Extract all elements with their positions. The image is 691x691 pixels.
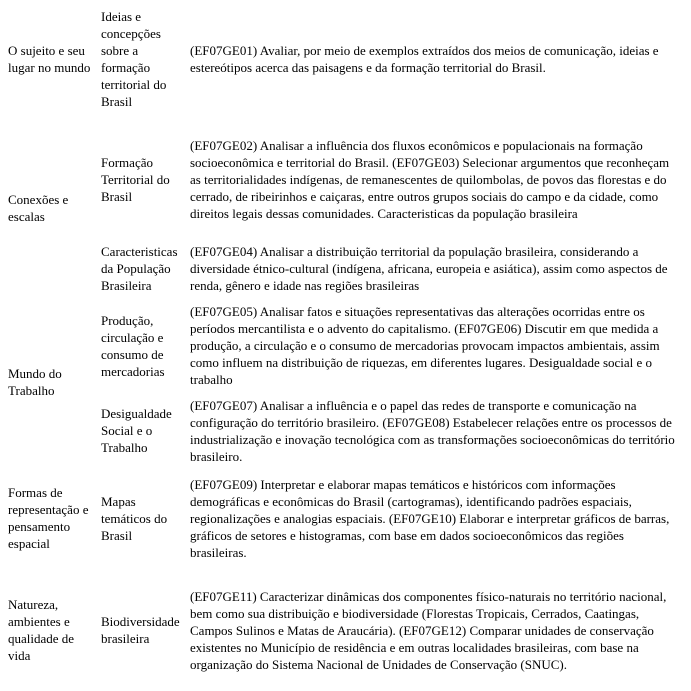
knowledge-object-cell: Biodiversidade brasileira	[101, 614, 180, 646]
knowledge-object-cell: Formação Territorial do Brasil	[101, 154, 170, 204]
table-row	[0, 240, 691, 297]
knowledge-object-cell: Mapas temáticos do Brasil	[101, 493, 168, 543]
skill-text-cell: (EF07GE11) Caracterizar dinâmicas dos componentes físico-naturais no território nacional, bem como sua distribuição e biodiversidade (Florestas Tropicais, Cerrados, Caatingas, Campos Sulinos e Matas de Araucária). (EF07GE12) Comparar unidades de conservação existentes no Município de residência e em outras localidades brasileiras, com base na organização do Sistema Nacional de Unidades de Conservação (SNUC).	[190, 588, 667, 672]
thematic-unit-cell: Mundo do Trabalho	[8, 366, 62, 398]
knowledge-object-cell: Desigualdade Social e o Trabalho	[101, 406, 172, 455]
table-row	[0, 297, 691, 394]
skill-text-cell: (EF07GE05) Analisar fatos e situações representativas das alterações ocorridas entre os períodos mercantilista e o advento do capitalismo. (EF07GE06) Discutir em que medida a produção, a circulação e o consumo de mercadorias provocam impactos ambientais, assim como influem na distribuição de riquezas, em diferentes lugares. Desigualdade social e o trabalho	[190, 304, 660, 387]
table-row	[0, 394, 691, 467]
table-row	[0, 569, 691, 691]
skill-text-cell: (EF07GE07) Analisar a influência e o papel das redes de transporte e comunicação na configuração do território brasileiro. (EF07GE08) Estabelecer relações entre os processos de industrialização e inovação tecnológica com as transformações socioeconômicas do território brasileiro.	[190, 397, 675, 464]
knowledge-object-cell: Caracteristicas da População Brasileira	[101, 244, 178, 293]
thematic-unit-cell: Formas de representação e pensamento espacial	[8, 485, 89, 551]
knowledge-object-cell: Produção, circulação e consumo de mercadorias	[101, 312, 165, 379]
table-row	[0, 467, 691, 569]
skill-text-cell: (EF07GE01) Avaliar, por meio de exemplos extraídos dos meios de comunicação, ideias e estereótipos acerca das paisagens e da formação territorial do Brasil.	[190, 43, 659, 75]
skill-text-cell: (EF07GE09) Interpretar e elaborar mapas temáticos e históricos com informações demográficas e econômicas do Brasil (cartogramas), identificando padrões espaciais, regionalizações e analogias espaciais. (EF07GE10) Elaborar e interpretar gráficos de barras, gráficos de setores e histogramas, com base em dados socioeconômicos das regiões brasileiras.	[190, 476, 670, 560]
table-row	[0, 0, 691, 118]
knowledge-object-cell: Ideias e concepções sobre a formação territorial do Brasil	[101, 9, 167, 109]
thematic-unit-cell: O sujeito e seu lugar no mundo	[8, 43, 91, 75]
table-row	[0, 118, 691, 240]
skill-text-cell: (EF07GE02) Analisar a influência dos fluxos econômicos e populacionais na formação socioeconômica e territorial do Brasil. (EF07GE03) Selecionar argumentos que reconheçam as territorialidades indígenas, de remanescentes de quilombolas, de povos das florestas e do cerrado, de ribeirinhos e caiçaras, entre outros grupos sociais do campo e da cidade, como direitos legais dessas comunidades. Caracteristicas da população brasileira	[190, 137, 670, 221]
thematic-unit-cell: Natureza, ambientes e qualidade de vida	[8, 597, 75, 663]
thematic-unit-cell: Conexões e escalas	[8, 191, 69, 224]
skill-text-cell: (EF07GE04) Analisar a distribuição territorial da população brasileira, considerando a diversidade étnico-cultural (indígena, africana, europeia e asiática), assim como aspectos de renda, gênero e idade nas regiões brasileiras	[190, 244, 668, 293]
